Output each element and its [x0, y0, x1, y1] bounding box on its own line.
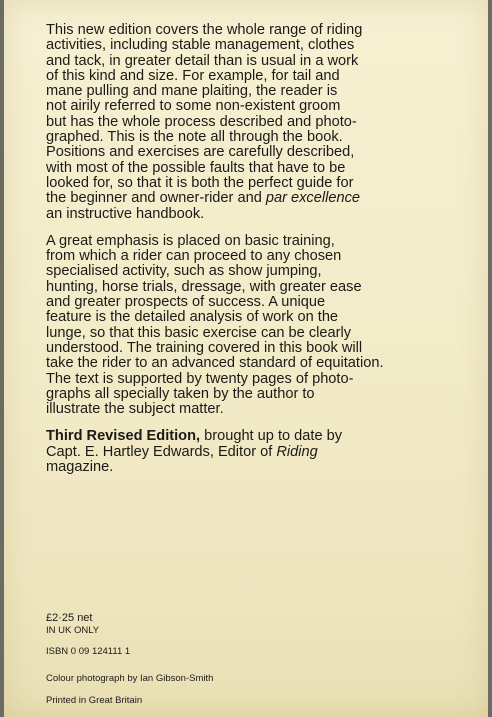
- printed-in-label: Printed in Great Britain: [46, 695, 143, 706]
- blurb-paragraph-1: [46, 23, 466, 222]
- blurb-text: [46, 23, 466, 487]
- isbn-label: ISBN 0 09 124111 1: [46, 646, 131, 657]
- blurb-paragraph-2: A great emphasis is placed on basic training, from which a rider can proceed to any chosen specialised activity, such as show jumping, hunting, horse trials, dressage, with greater ease and greater prospects of success. A unique feature is the detailed analysis of work on the lunge, so that this basic exercise can be clearly understood. The training covered in this book will take the rider to an advanced standard of equitation. The text is supported by twenty pages of photo- graphs all specially taken by the author to illustrate the subject matter.: [46, 232, 384, 418]
- edition-title: Third Revised Edition,: [46, 428, 201, 445]
- book-back-cover: [4, 0, 488, 717]
- blurb-paragraph-1-text: This new edition covers the whole range of riding activities, including stable management, clothes and tack, in greater detail than is usual in a work of this kind and size. For example, for tail and mane pulling and mane plaiting, the reader is not airily referred to some non-existent groom but has the whole process described and photo- graphed. This is the note all through the book. Positions and exercises are carefully described, with most of the possible faults that have to be looked for, so that it is both the perfect guide for the beginner and owner-rider and: [46, 22, 363, 207]
- edition-end: magazine.: [46, 459, 114, 476]
- magazine-name: Riding: [276, 443, 318, 460]
- edition-text: brought up to date by Capt. E. Hartley Edwards, Editor of: [46, 428, 343, 460]
- photo-credit: Colour photograph by Ian Gibson-Smith: [46, 673, 214, 684]
- blurb-paragraph-1-end: an instructive handbook.: [46, 205, 205, 222]
- blurb-paragraph-1-italic: par excellence: [265, 190, 360, 207]
- edition-note: [46, 429, 466, 475]
- region-label: IN UK ONLY: [46, 625, 100, 636]
- price-label: £2·25 net: [46, 612, 93, 624]
